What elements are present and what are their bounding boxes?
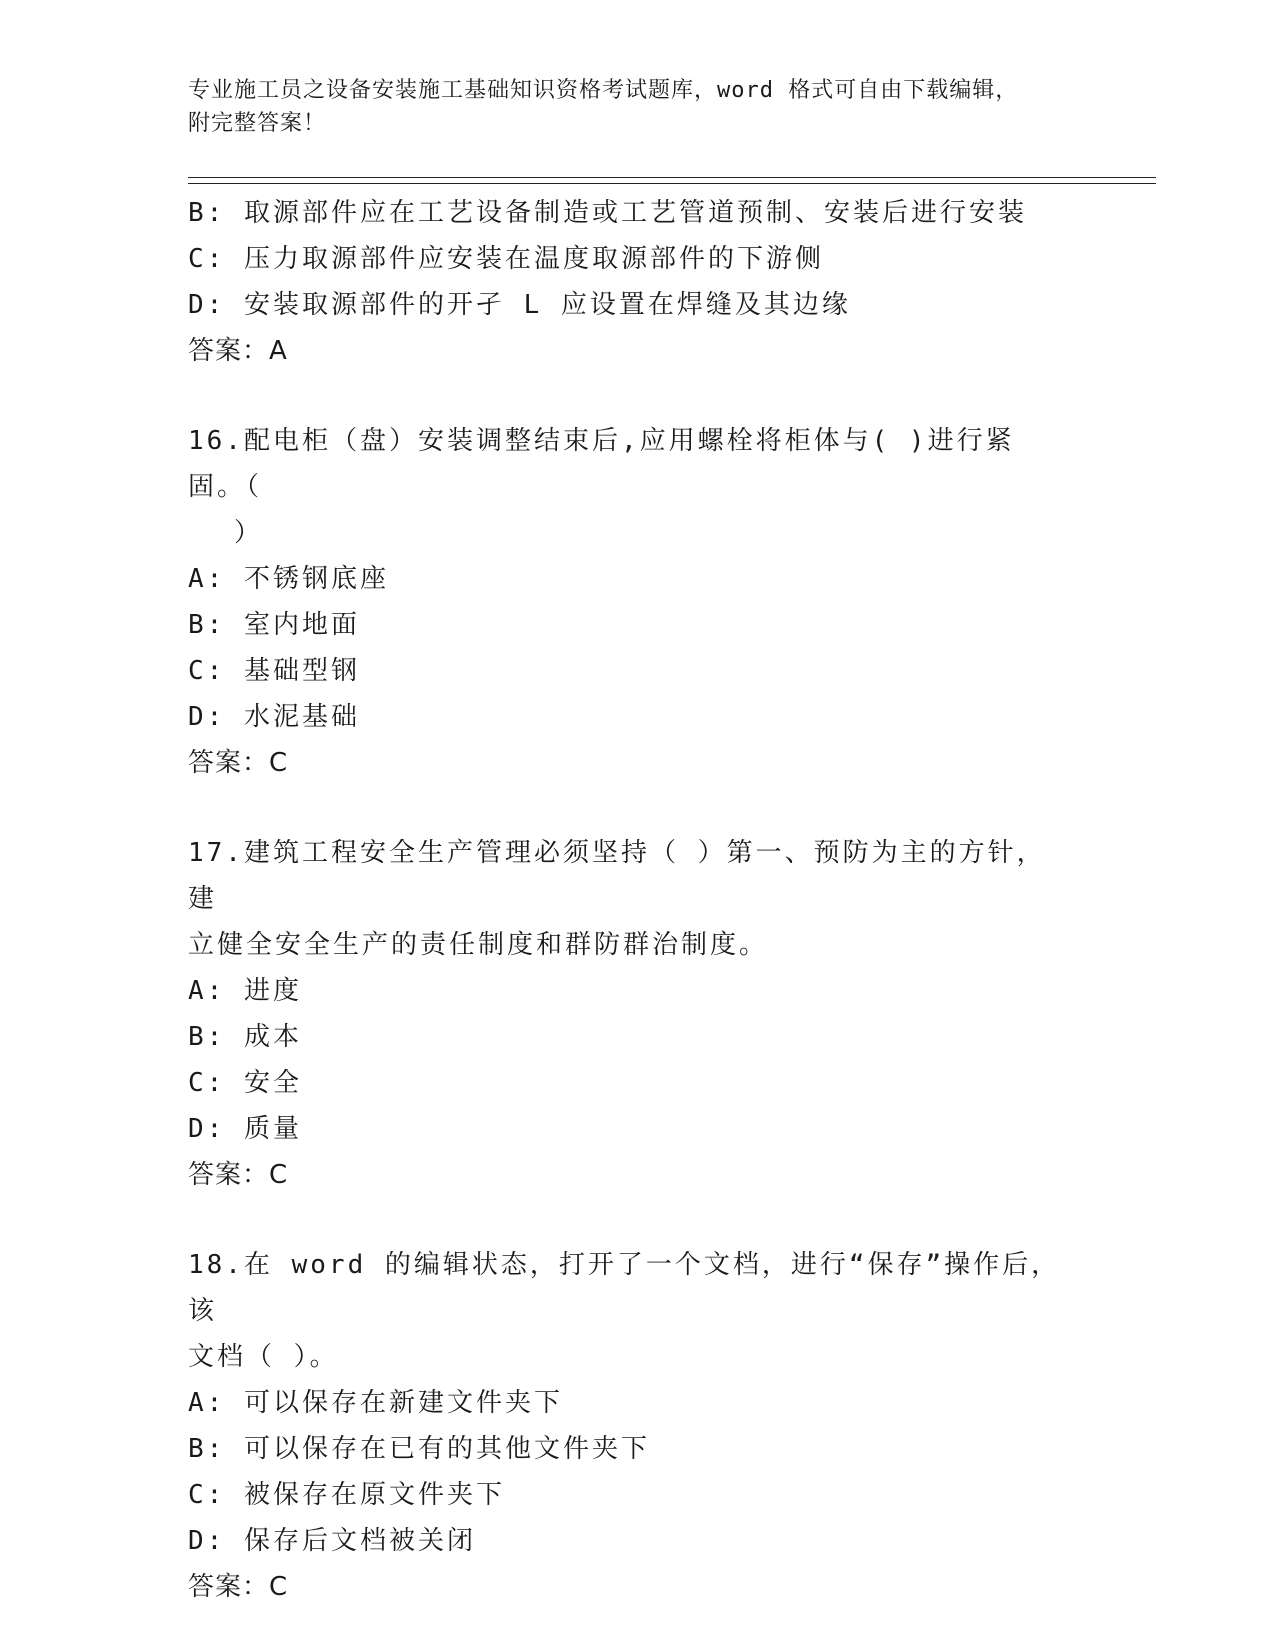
option-a: A: 不锈钢底座 (188, 564, 389, 594)
question-stem (188, 1242, 1068, 1380)
header-rule-bottom (188, 183, 1156, 184)
question-stem-line-1: 18.在 word 的编辑状态，打开了一个文档，进行“保存”操作后，该 (188, 1250, 1061, 1326)
option-d: D: 安装取源部件的开孑 L 应设置在焊缝及其边缘 (188, 290, 851, 320)
option-a: A: 进度 (188, 976, 302, 1006)
spacer (188, 786, 1088, 830)
answer-line: 答案：C (188, 748, 289, 778)
answer-line: 答案：A (188, 336, 288, 366)
question-16 (188, 418, 1088, 786)
carryover-block (188, 190, 1088, 374)
document-header (188, 74, 1068, 140)
option-b: B: 取源部件应在工艺设备制造或工艺管道预制、安装后进行安装 (188, 198, 1027, 228)
question-stem-line-2: 文档（ ）。 (188, 1342, 339, 1372)
question-stem (188, 830, 1068, 968)
question-stem-line-2: 立健全安全生产的责任制度和群防群治制度。 (188, 930, 769, 960)
header-rule-top (188, 177, 1156, 178)
question-stem-line-1: 17.建筑工程安全生产管理必须坚持（ ）第一、预防为主的方针，建 (188, 838, 1046, 914)
option-c: C: 基础型钢 (188, 656, 360, 686)
option-b: B: 可以保存在已有的其他文件夹下 (188, 1434, 650, 1464)
option-c: C: 安全 (188, 1068, 302, 1098)
question-18 (188, 1242, 1088, 1610)
question-stem-line-2: ） (234, 518, 264, 548)
option-d: D: 保存后文档被关闭 (188, 1526, 476, 1556)
option-b: B: 室内地面 (188, 610, 360, 640)
option-d: D: 质量 (188, 1114, 302, 1144)
question-17 (188, 830, 1088, 1198)
document-body (188, 190, 1088, 1610)
spacer (188, 374, 1088, 418)
question-stem (188, 418, 1068, 556)
option-c: C: 压力取源部件应安装在温度取源部件的下游侧 (188, 244, 824, 274)
answer-line: 答案：C (188, 1572, 289, 1602)
header-line-1: 专业施工员之设备安装施工基础知识资格考试题库，word 格式可自由下载编辑， (188, 78, 1019, 103)
header-line-2: 附完整答案！ (188, 111, 327, 136)
option-d: D: 水泥基础 (188, 702, 360, 732)
option-b: B: 成本 (188, 1022, 302, 1052)
answer-line: 答案：C (188, 1160, 289, 1190)
spacer (188, 1198, 1088, 1242)
option-c: C: 被保存在原文件夹下 (188, 1480, 505, 1510)
option-a: A: 可以保存在新建文件夹下 (188, 1388, 563, 1418)
question-stem-line-1: 16.配电柜（盘）安装调整结束后,应用螺栓将柜体与( )进行紧固。（ (188, 426, 1015, 502)
